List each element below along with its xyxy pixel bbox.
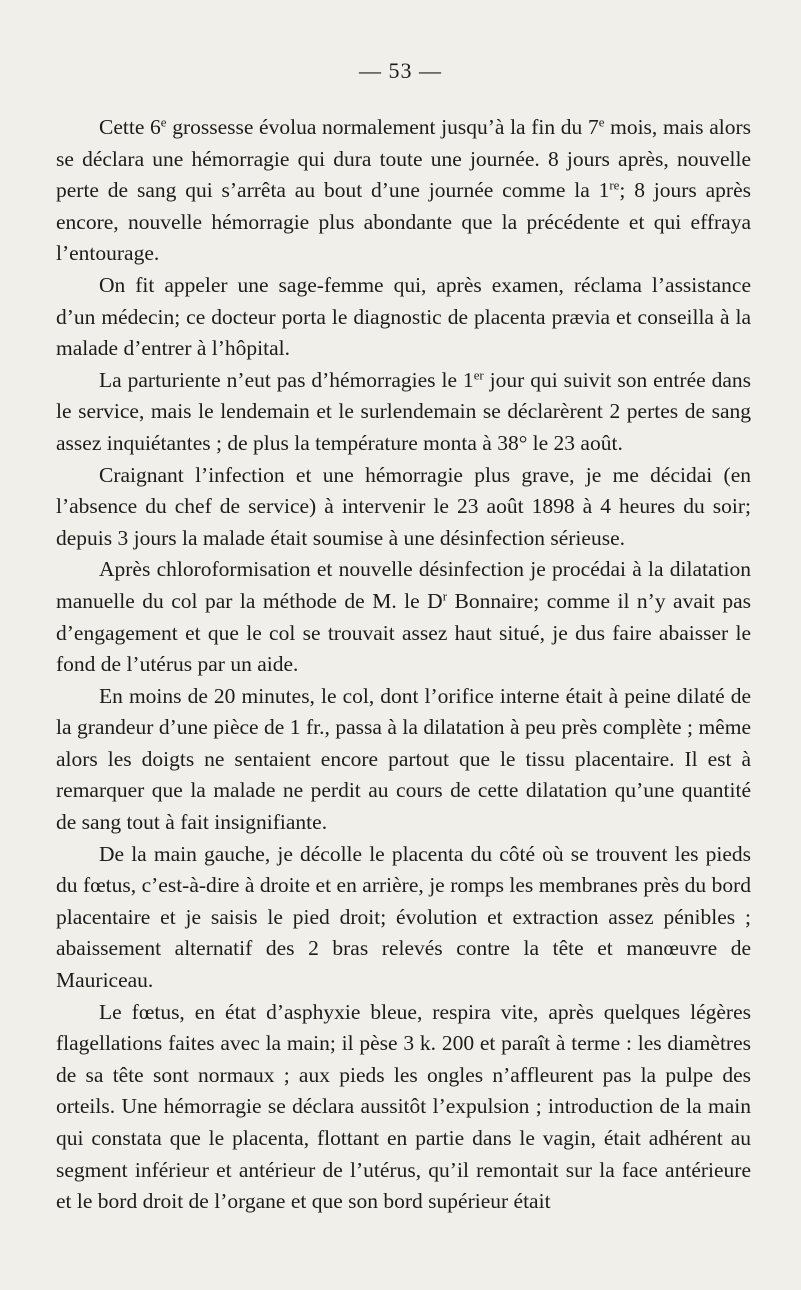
text-run: Le fœtus, en état d’asphyxie bleue, respira vite, après quelques légères flagellations faites avec la main; il pèse 3 k. 200 et paraît à terme : les diamètres de sa tête sont normaux ; aux pieds les ongles n’affleurent pas la pulpe des orteils. Une hémorragie se déclara aussitôt l’expulsion ; introduction de la main qui constata que le placenta, flottant en partie dans le vagin, était adhérent au segment inférieur et antérieur de l’utérus, qu’il remontait sur la face antérieure et le bord droit de l’organe et que son bord supérieur était [56, 999, 751, 1214]
text-run: Après chloroformisation et nouvelle désinfection je procédai à la dilatation manuelle du col par la méthode de M. le D [56, 557, 751, 613]
paragraph [56, 839, 751, 997]
text-run: mois, mais alors se déclara une hémorragie qui dura toute une journée. 8 jours après, nouvelle perte de sang qui s’arrêta au bout d’une journée comme la 1 [56, 115, 752, 203]
text-run: On fit appeler une sage-femme qui, après examen, réclama l’assistance d’un médecin; ce docteur porta le diagnostic de placenta prævia et conseilla à la malade d’entrer à l’hôpital. [56, 272, 751, 361]
page-number: — 53 — [359, 58, 442, 83]
paragraph [56, 270, 751, 365]
text-run: ; 8 jours après encore, nouvelle hémorragie plus abondante que la précédente et qui effraya l’entourage. [56, 178, 751, 266]
superscript: er [473, 368, 484, 383]
superscript: e [598, 115, 605, 130]
text-run: jour qui suivit son entrée dans le service, mais le lendemain et le surlendemain se déclarèrent 2 pertes de sang assez inquiétantes ; de plus la température monta à 38° le 23 août. [56, 367, 751, 455]
text-run: De la main gauche, je décolle le placenta du côté où se trouvent les pieds du fœtus, c’est-à-dire à droite et en arrière, je romps les membranes près du bord placentaire et je saisis le pied droit; évolution et extraction assez pénibles ; abaissement alternatif des 2 bras relevés contre la tête et manœuvre de Mauriceau. [56, 841, 751, 993]
paragraph [56, 112, 751, 270]
superscript: e [160, 115, 167, 130]
superscript: r [442, 589, 447, 604]
paragraph [56, 365, 751, 460]
body-text [56, 112, 751, 1218]
text-run: La parturiente n’eut pas d’hémorragies le 1 [99, 367, 474, 392]
paragraph [56, 681, 751, 839]
text-run: En moins de 20 minutes, le col, dont l’orifice interne était à peine dilaté de la grandeur d’une pièce de 1 fr., passa à la dilatation à peu près complète ; même alors les doigts ne sentaient encore partout que le tissu placentaire. Il est à remarquer que la malade ne perdit au cours de cette dilatation qu’une quantité de sang tout à fait insignifiante. [56, 683, 751, 835]
superscript: re [609, 178, 620, 193]
paragraph [56, 997, 751, 1218]
text-run: Craignant l’infection et une hémorragie plus grave, je me décidai (en l’absence du chef de service) à intervenir le 23 août 1898 à 4 heures du soir; depuis 3 jours la malade était soumise à une désinfection sérieuse. [56, 462, 751, 550]
paragraph [56, 460, 751, 555]
paragraph [56, 554, 751, 680]
text-run: Bonnaire; comme il n’y avait pas d’engagement et que le col se trouvait assez haut situé, je dus faire abaisser le fond de l’utérus par un aide. [56, 588, 751, 677]
text-run: grossesse évolua normalement jusqu’à la fin du 7 [166, 115, 599, 139]
text-run: Cette 6 [99, 115, 161, 139]
